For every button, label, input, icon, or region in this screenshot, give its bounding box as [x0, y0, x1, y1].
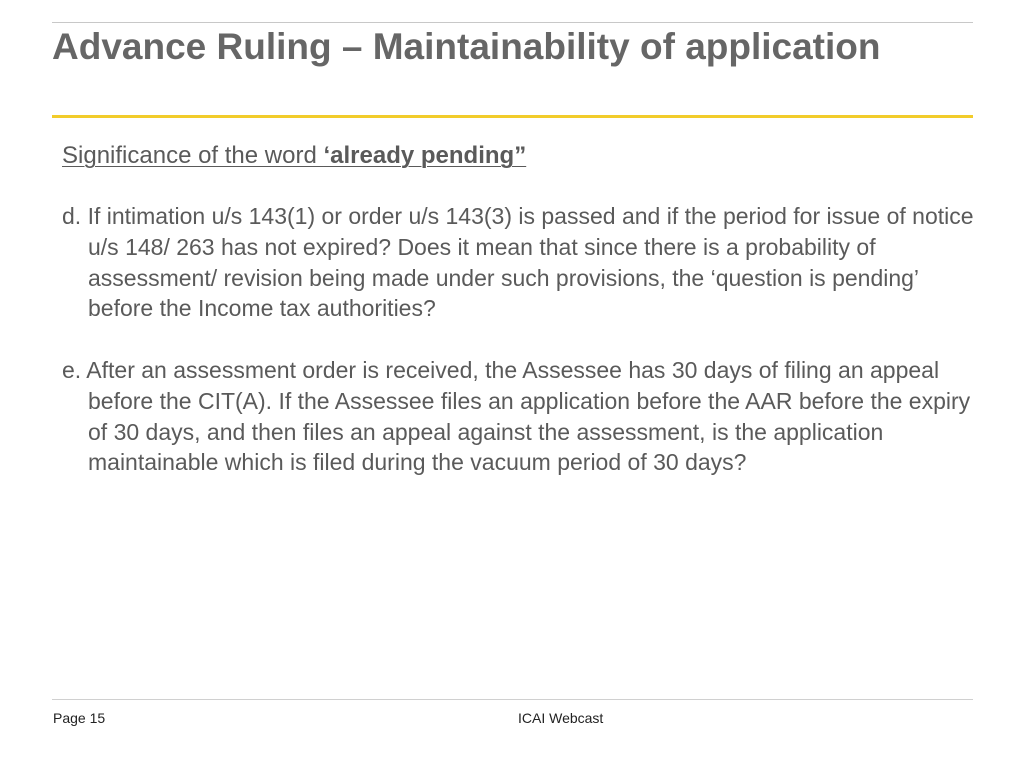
footer-label: ICAI Webcast	[518, 710, 604, 726]
subheading-emphasis: ‘already pending”	[323, 142, 527, 169]
footer-divider	[52, 699, 973, 700]
slide-title: Advance Ruling – Maintainability of application	[52, 26, 881, 67]
top-divider	[52, 22, 973, 23]
question-item-d: d. If intimation u/s 143(1) or order u/s 143(3) is passed and if the period for issue of notice u/s 148/ 263 has not expired? Does it mean that since there is a probability of assessment/ revision being made under such provisions, the ‘question is pending’ before the Income tax authorities?	[62, 203, 974, 322]
title-accent-underline	[52, 115, 973, 118]
page-number: Page 15	[53, 710, 106, 726]
section-subheading	[62, 141, 526, 171]
subheading-prefix: Significance of the word	[62, 142, 324, 169]
question-item-e: e. After an assessment order is received, the Assessee has 30 days of filing an appeal before the CIT(A). If the Assessee files an application before the AAR before the expiry of 30 days, and then files an appeal against the assessment, is the application maintainable which is filed during the vacuum period of 30 days?	[62, 357, 971, 476]
